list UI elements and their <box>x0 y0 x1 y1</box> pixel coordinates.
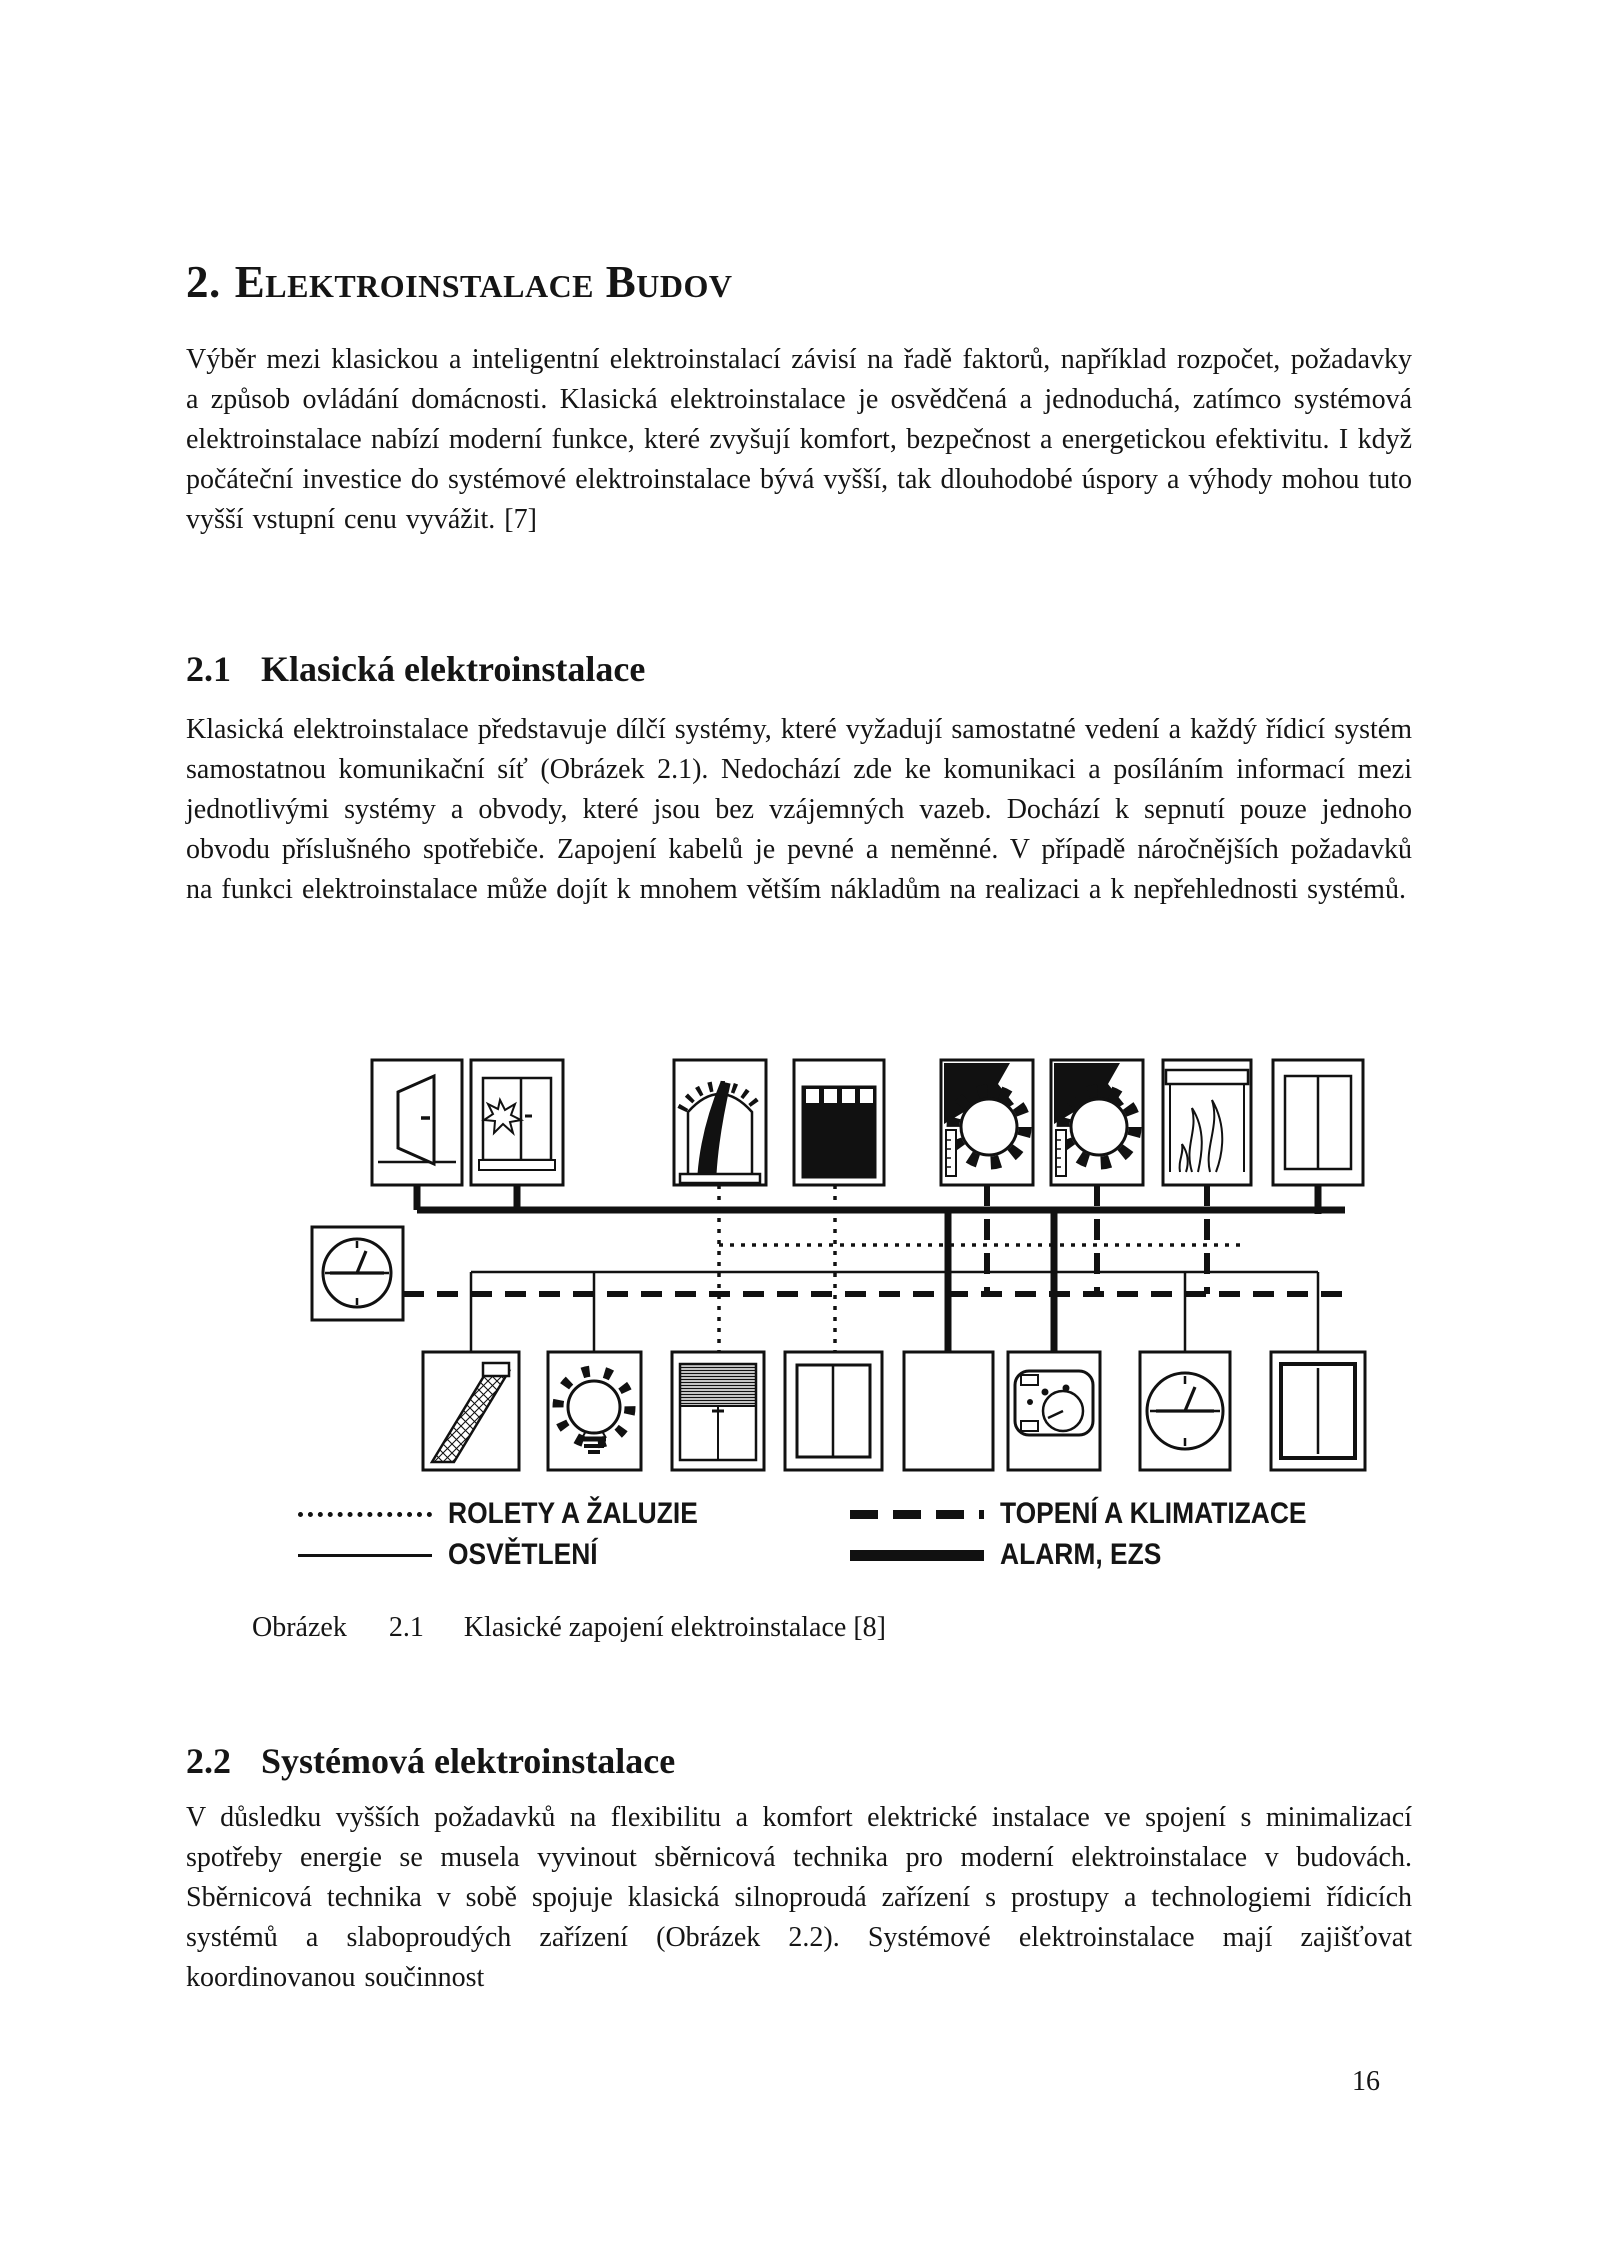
section-2-1-title: Klasická elektroinstalace <box>261 649 646 689</box>
dotted-line-sample <box>298 1512 432 1517</box>
section-2-1-paragraph: Klasická elektroinstalace představuje dílčí systémy, které vyžadují samostatné vedení a každý řídicí systém samostatnou komunikační síť (Obrázek 2.1). Nedochází zde ke komunikaci a posíláním informací mezi jednotlivými systémy a obvody, které jsou bez vzájemných vazeb. Dochází k sepnutí pouze jednoho obvodu příslušného spotřebiče. Zapojení kabelů je pevné a neměnné. V případě náročnějších požadavků na funkci elektroinstalace může dojít k mnohem větším nákladům na realizaci a k nepřehlednosti systémů. <box>186 714 1412 905</box>
roller-blind-icon <box>794 1060 884 1185</box>
figure-caption-label: Obrázek <box>252 1612 347 1643</box>
legend-item-blinds <box>298 1495 732 1533</box>
broken-window-icon <box>471 1060 563 1185</box>
lighting-bus-line <box>471 1272 1318 1352</box>
legend-item-alarm <box>850 1536 1183 1574</box>
legend-item-lighting <box>298 1536 618 1574</box>
heating-bus-line <box>403 1185 1345 1294</box>
section-2-2-number: 2.2 <box>186 1741 231 1781</box>
wall-switch-icon <box>1271 1352 1365 1470</box>
chapter-title-text: Elektroinstalace Budov <box>234 257 733 307</box>
time-clock-icon <box>1140 1352 1230 1470</box>
figure-caption-number: 2.1 <box>388 1612 424 1643</box>
window-contact-icon <box>1273 1060 1363 1185</box>
fireplace-blind-icon <box>1163 1060 1251 1185</box>
light-bulb-icon <box>548 1352 641 1470</box>
dashed-line-sample <box>850 1510 984 1519</box>
stair-ramp-grid-icon <box>423 1352 519 1470</box>
section-2-2-title: Systémová elektroinstalace <box>261 1741 676 1781</box>
section-2-2-paragraph: V důsledku vyšších požadavků na flexibilitu a komfort elektrické instalace ve spojení s minimalizací spotřeby energie se musela vyvinout sběrnicová technika pro moderní elektroinstalace v budovách. Sběrnicová technika v sobě spojuje klasická silnoproudá zařízení s prostupy a technologiemi řídicích systémů a slaboproudých zařízení (Obrázek 2.2). Systémové elektroinstalace mají zajišťovat koordinovanou součinnost <box>186 1802 1412 1993</box>
thick-line-sample <box>850 1550 984 1561</box>
window-blind-icon <box>672 1352 764 1470</box>
control-unit-icon <box>1008 1352 1100 1470</box>
section-2-1-number: 2.1 <box>186 649 231 689</box>
legend-label-lighting: OSVĚTLENÍ <box>448 1538 598 1571</box>
figure-2-1-diagram <box>200 1030 1400 1485</box>
time-clock-icon <box>312 1227 403 1320</box>
thermostat-dial-icon <box>1051 1060 1143 1185</box>
legend-label-alarm: ALARM, EZS <box>1000 1538 1162 1571</box>
section-2-2-heading <box>186 1740 675 1782</box>
chapter-title <box>186 256 733 308</box>
figure-caption <box>252 1612 886 1644</box>
page-number: 16 <box>1352 2066 1380 2097</box>
chapter-number: 2. <box>186 257 221 307</box>
section-2-1-heading <box>186 648 645 690</box>
thermostat-dial-icon <box>941 1060 1033 1185</box>
legend-label-heating: TOPENÍ A KLIMATIZACE <box>1000 1497 1307 1530</box>
figure-caption-text: Klasické zapojení elektroinstalace [8] <box>463 1612 886 1643</box>
door-icon <box>372 1060 462 1185</box>
thin-line-sample <box>298 1554 432 1557</box>
arched-window-curtain-icon <box>674 1060 766 1185</box>
chapter-intro-paragraph: Výběr mezi klasickou a inteligentní elektroinstalací závisí na řadě faktorů, například rozpočet, požadavky a způsob ovládání domácnosti. Klasická elektroinstalace je osvědčená a jednoduchá, zatímco systémová elektroinstalace nabízí moderní funkce, které zvyšují komfort, bezpečnost a energetickou efektivitu. I když počáteční investice do systémové elektroinstalace bývá vyšší, tak dlouhodobé úspory a výhody mohou tuto vyšší vstupní cenu vyvážit. [7] <box>186 344 1412 535</box>
wall-switch-icon <box>785 1352 882 1470</box>
junction-box-icon <box>904 1352 993 1470</box>
legend-item-heating <box>850 1495 1348 1533</box>
legend-label-blinds: ROLETY A ŽALUZIE <box>448 1497 698 1530</box>
